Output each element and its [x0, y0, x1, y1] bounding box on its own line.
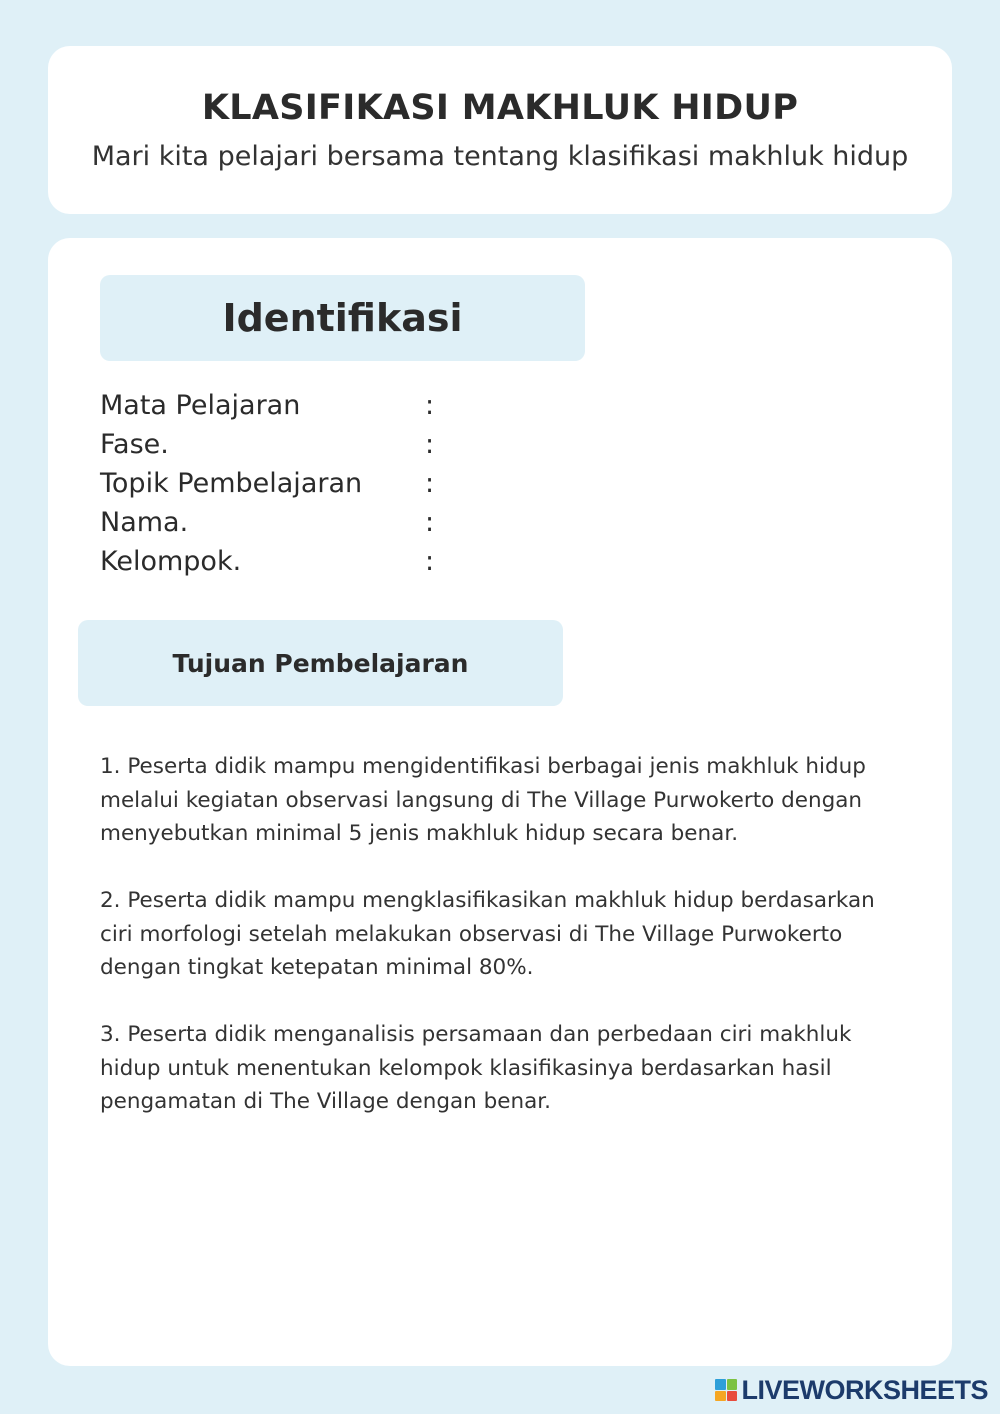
field-label: Fase. [100, 429, 169, 460]
page-title: KLASIFIKASI MAKHLUK HIDUP [201, 88, 799, 128]
field-separator: : [425, 468, 435, 499]
field-row-name [100, 503, 445, 542]
field-separator: : [425, 546, 435, 577]
learning-goals-heading: Tujuan Pembelajaran [78, 620, 563, 706]
learning-goals-list [100, 750, 910, 1152]
worksheet-card [48, 238, 952, 1366]
header-card [48, 46, 952, 214]
field-label: Kelompok. [100, 546, 242, 577]
field-row-group [100, 542, 445, 581]
learning-goal-item: 2. Peserta didik mampu mengklasifikasikan makhluk hidup berdasarkan ciri morfologi setelah melakukan observasi di The Village Purwokerto dengan tingkat ketepatan minimal 80%. [100, 888, 875, 980]
identification-fields [100, 386, 445, 581]
liveworksheets-logo[interactable] [715, 1372, 988, 1408]
field-separator: : [425, 429, 435, 460]
field-row-topic [100, 464, 445, 503]
field-separator: : [425, 390, 435, 421]
logo-text: LIVEWORKSHEETS [741, 1374, 988, 1405]
identification-heading: Identifikasi [100, 275, 585, 361]
field-label: Topik Pembelajaran [100, 468, 363, 499]
page-subtitle: Mari kita pelajari bersama tentang klasifikasi makhluk hidup [91, 141, 909, 172]
field-label: Nama. [100, 507, 189, 538]
field-row-phase [100, 425, 445, 464]
liveworksheets-logo-icon [715, 1379, 737, 1401]
field-row-subject [100, 386, 445, 425]
field-separator: : [425, 507, 435, 538]
learning-goal-item: 3. Peserta didik menganalisis persamaan dan perbedaan ciri makhluk hidup untuk menentukan kelompok klasifikasinya berdasarkan hasil pengamatan di The Village dengan benar. [100, 1022, 852, 1114]
field-label: Mata Pelajaran [100, 390, 301, 421]
learning-goal-item: 1. Peserta didik mampu mengidentifikasi berbagai jenis makhluk hidup melalui kegiatan observasi langsung di The Village Purwokerto dengan menyebutkan minimal 5 jenis makhluk hidup secara benar. [100, 754, 866, 846]
